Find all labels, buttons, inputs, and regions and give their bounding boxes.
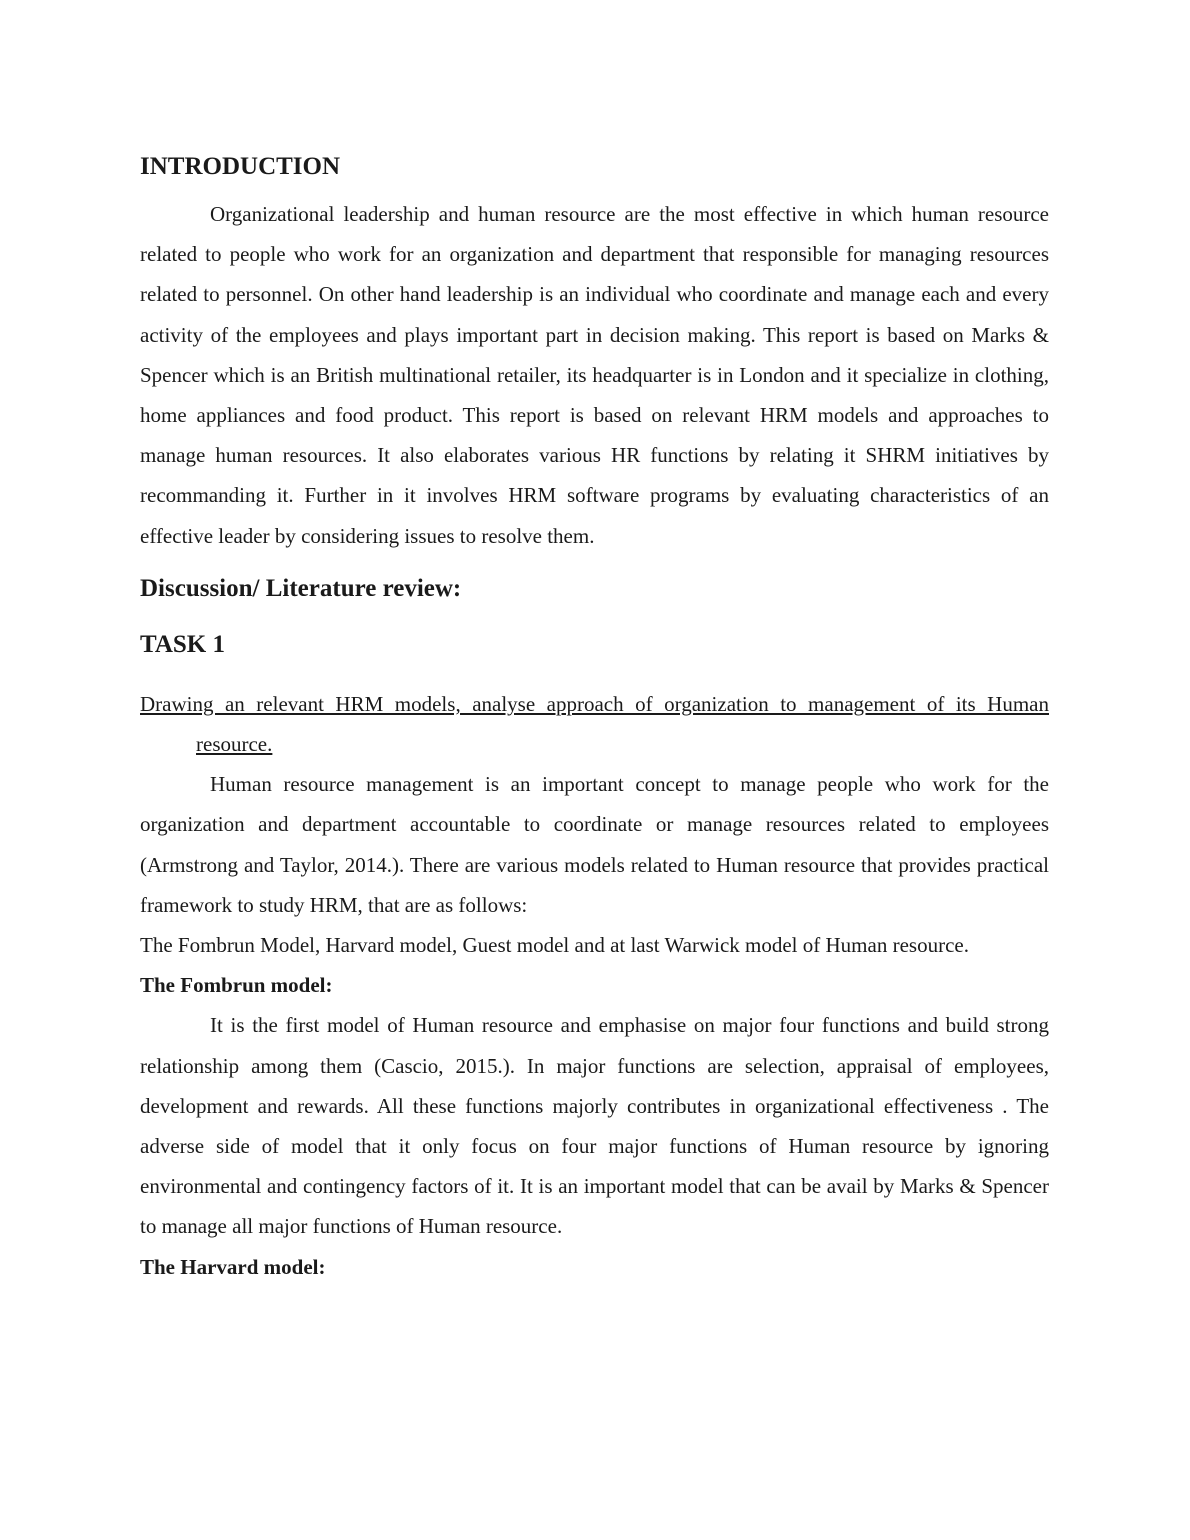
fombrun-paragraph: It is the first model of Human resource and emphasise on major four functions and build strong relationship among them (Cascio, 2015.). In major functions are selection, appraisal of employees, development and rewards. All these functions majorly contributes in organizational effectiveness . The adverse side of model that it only focus on four major functions of Human resource by ignoring environmental and contingency factors of it. It is an important model that can be avail by Marks & Spencer to manage all major functions of Human resource. (140, 1013, 1049, 1239)
fombrun-heading: The Fombrun model: (140, 973, 333, 998)
introduction-heading: INTRODUCTION (140, 153, 341, 180)
introduction-paragraph: Organizational leadership and human resource are the most effective in which human resource related to people who work for an organization and department that responsible for managing resources related to personnel. On other hand leadership is an individual who coordinate and manage each and every activity of the employees and plays important part in decision making. This report is based on Marks & Spencer which is an British multinational retailer, its headquarter is in London and it specialize in clothing, home appliances and food product. This report is based on relevant HRM models and approaches to manage human resources. It also elaborates various HR functions by relating it SHRM initiatives by recommanding it. Further in it involves HRM software programs by evaluating characteristics of an effective leader by considering issues to resolve them. (140, 202, 1049, 548)
task1-paragraph-hrm: Human resource management is an important concept to manage people who work for the organization and department accountable to coordinate or manage resources related to employees (Armstrong and Taylor, 2014.). There are various models related to Human resource that provides practical framework to study HRM, that are as follows: (140, 772, 1049, 917)
document-page (140, 146, 1049, 1287)
task1-paragraph-models: The Fombrun Model, Harvard model, Guest model and at last Warwick model of Human resource. (140, 933, 969, 958)
task1-subtitle: Drawing an relevant HRM models, analyse approach of organization to management of its Human resource. (140, 691, 1049, 757)
discussion-heading: Discussion/ Literature review: (140, 574, 462, 602)
task1-heading: TASK 1 (140, 630, 225, 658)
harvard-heading: The Harvard model: (140, 1254, 326, 1279)
